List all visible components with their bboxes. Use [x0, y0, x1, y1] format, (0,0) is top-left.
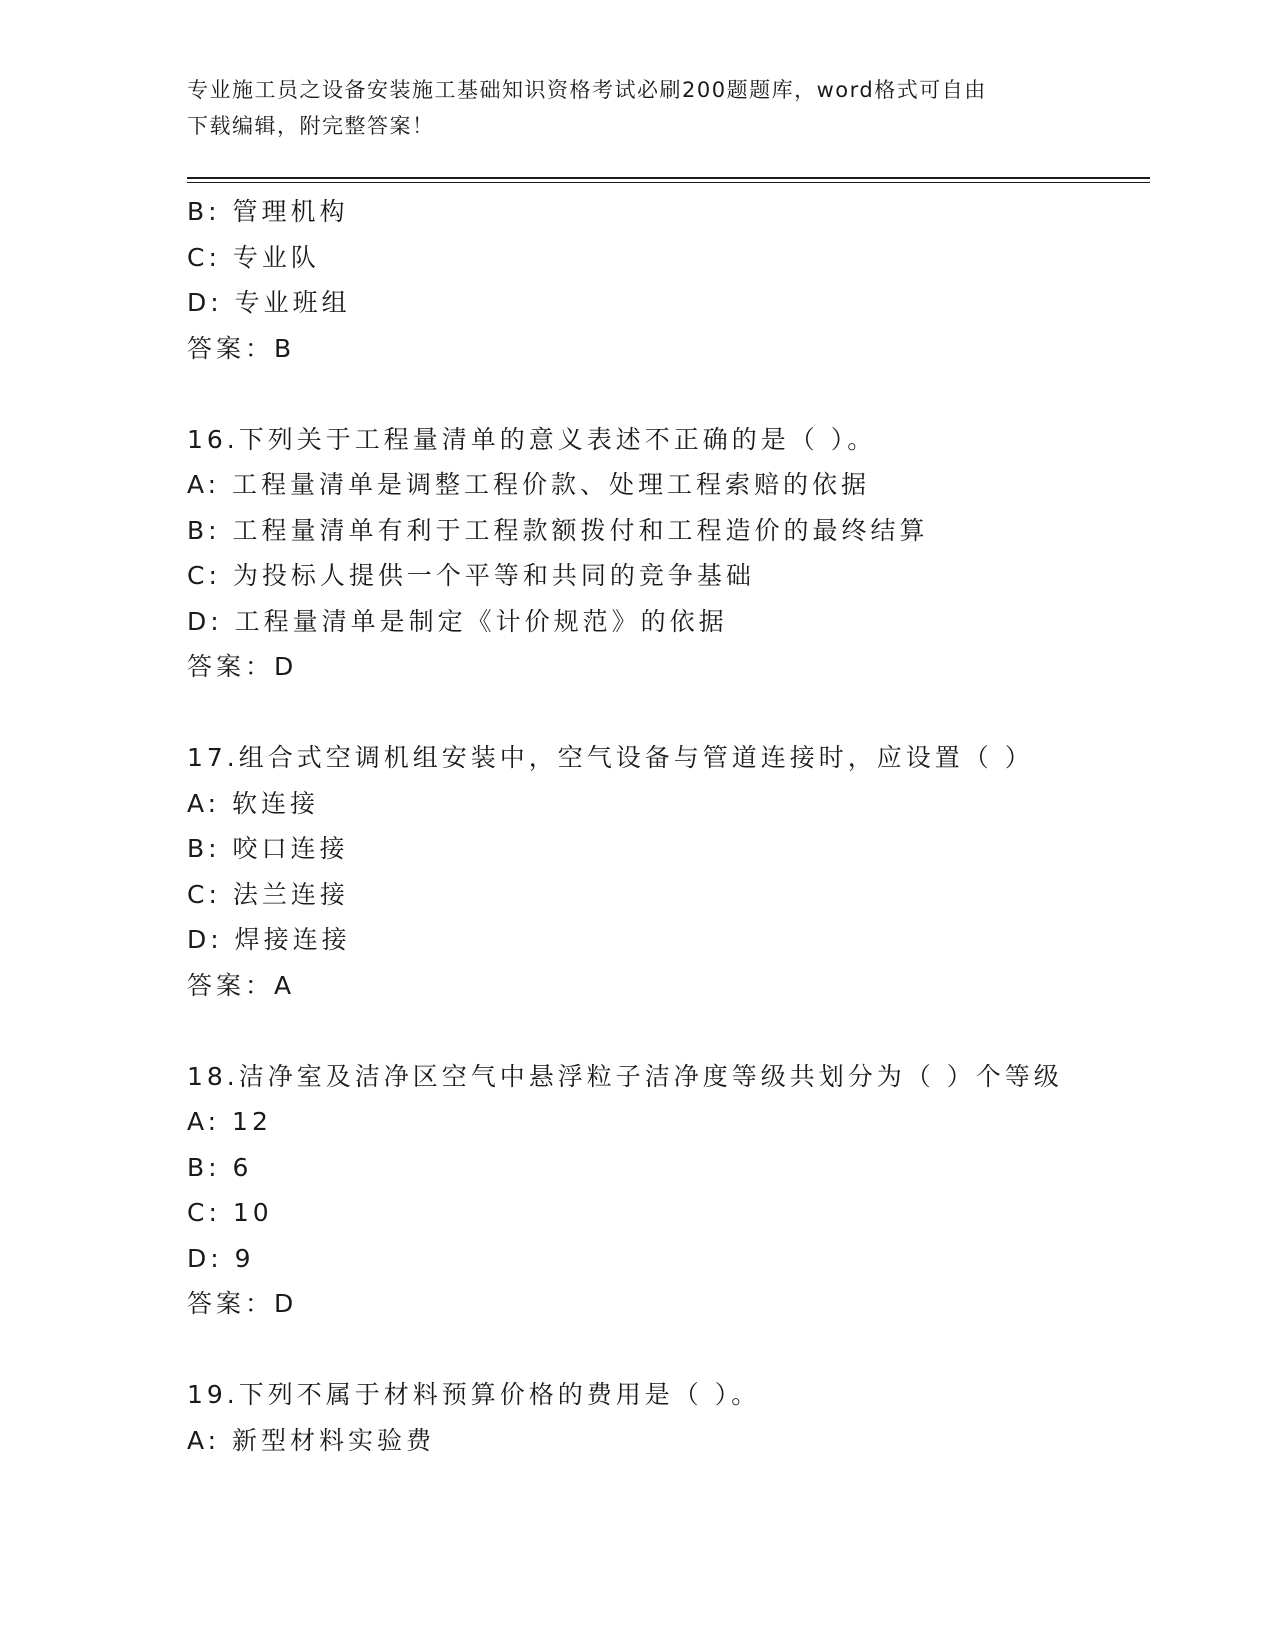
header-divider	[187, 177, 1150, 179]
option-a: A: 新型材料实验费	[187, 1425, 436, 1455]
answer: 答案：D	[187, 1289, 298, 1318]
option-b: B: 6	[187, 1152, 253, 1182]
option-a: A: 工程量清单是调整工程价款、处理工程索赔的依据	[187, 470, 871, 499]
document-header	[187, 72, 1087, 144]
option-d: D: 焊接连接	[187, 925, 351, 954]
spacer	[187, 1327, 1147, 1373]
spacer	[187, 1008, 1147, 1054]
answer: 答案：B	[187, 333, 296, 363]
option-d: D: 专业班组	[187, 288, 351, 317]
option-d: D: 9	[187, 1243, 255, 1273]
header-line-2: 下载编辑，附完整答案！	[187, 114, 435, 138]
spacer	[187, 690, 1147, 736]
question-stem: 16.下列关于工程量清单的意义表述不正确的是（ ）。	[187, 424, 877, 454]
option-d: D: 工程量清单是制定《计价规范》的依据	[187, 606, 728, 636]
answer: 答案：A	[187, 970, 296, 1000]
option-a: A: 软连接	[187, 788, 320, 818]
header-divider-thin	[187, 182, 1150, 183]
question-stem: 17.组合式空调机组安装中，空气设备与管道连接时，应设置（ ）	[187, 743, 1034, 772]
question-stem: 18.洁净室及洁净区空气中悬浮粒子洁净度等级共划分为（ ）个等级	[187, 1061, 1063, 1091]
question-stem: 19.下列不属于材料预算价格的费用是（ ）。	[187, 1380, 761, 1409]
option-c: C: 专业队	[187, 242, 320, 272]
option-c: C: 法兰连接	[187, 879, 349, 909]
spacer	[187, 371, 1147, 417]
option-a: A: 12	[187, 1107, 272, 1136]
option-c: C: 为投标人提供一个平等和共同的竞争基础	[187, 561, 755, 590]
question-list	[187, 189, 1147, 1463]
option-b: B: 咬口连接	[187, 834, 349, 863]
option-b: B: 工程量清单有利于工程款额拨付和工程造价的最终结算	[187, 515, 929, 545]
answer: 答案：D	[187, 652, 298, 681]
header-line-1: 专业施工员之设备安装施工基础知识资格考试必刷200题题库，word格式可自由	[187, 78, 987, 102]
option-c: C: 10	[187, 1198, 273, 1227]
option-b: B: 管理机构	[187, 197, 349, 226]
